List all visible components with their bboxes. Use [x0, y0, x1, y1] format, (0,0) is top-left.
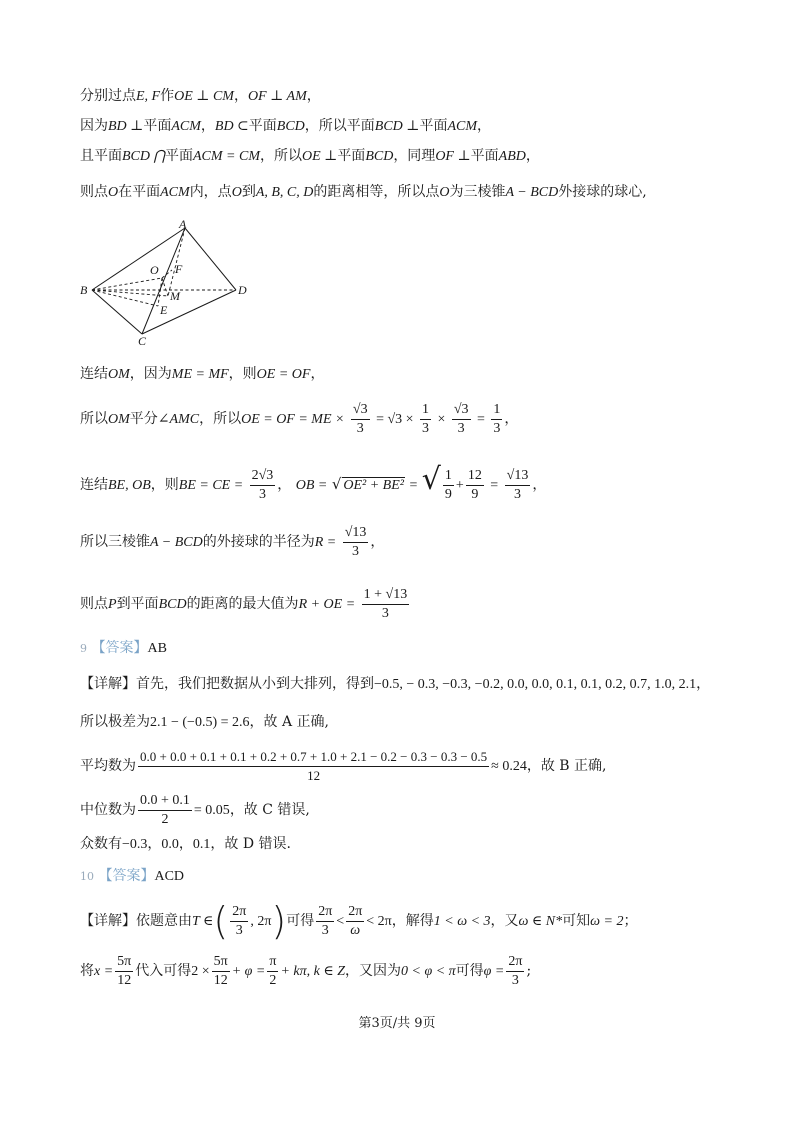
text: 平均数为: [80, 758, 136, 774]
text: 平面: [164, 148, 193, 164]
range-line: [80, 712, 329, 733]
text-line-4: [80, 182, 647, 203]
fraction: $\frac{√3}{3}$: [453, 401, 469, 436]
math: E, F: [136, 89, 161, 104]
question-number: 9: [80, 642, 87, 655]
fraction: $\frac{1 + √13}{3}$: [363, 586, 408, 621]
text: ，则: [228, 366, 257, 382]
text: 平分: [129, 411, 158, 427]
math: BE, OB: [108, 478, 151, 493]
segment-om: [162, 278, 168, 296]
tetrahedron-diagram: [78, 218, 268, 346]
math: P: [108, 597, 117, 612]
text: 的距离的最大值为: [186, 596, 299, 612]
text: 所以极差为: [80, 714, 150, 730]
text: ，所以: [259, 148, 302, 164]
text: 平面: [470, 148, 499, 164]
text: ，又: [490, 913, 519, 929]
text: ，: [178, 836, 193, 852]
math: OE = OF = ME ×: [241, 412, 345, 427]
question-number: 10: [80, 870, 94, 883]
answer-value: ACD: [154, 869, 185, 884]
paren-open: (: [213, 899, 229, 943]
math: , 2π: [250, 914, 272, 929]
math: BCD: [365, 149, 394, 164]
label-c: C: [138, 334, 147, 346]
math: O: [231, 185, 242, 200]
text: ；: [623, 913, 638, 929]
text: 因为: [80, 118, 108, 134]
math: OE² + BE²: [343, 478, 404, 493]
text: ，: [477, 118, 492, 134]
text: 且平面: [80, 148, 122, 164]
math: −0.3: [122, 837, 148, 852]
math: A − BCD: [150, 535, 203, 550]
median-line: [80, 790, 310, 831]
math: 2.1 − (−0.5) = 2.6: [150, 715, 250, 730]
text: 内，点: [189, 184, 232, 200]
text: ，: [696, 676, 711, 692]
edge-ac: [142, 228, 185, 334]
math: BCD ⊥: [374, 119, 420, 134]
math: +: [455, 478, 464, 493]
math: OM: [108, 367, 130, 382]
detail-9: [80, 674, 710, 695]
text: 将: [80, 963, 94, 979]
fraction: $\frac{2\pi}{3}$: [508, 953, 523, 988]
text: ，: [310, 366, 325, 382]
sqrt-sign: √: [331, 475, 342, 493]
fraction: $\frac{2\pi}{\omega}$: [348, 903, 363, 938]
answer-9: [80, 638, 167, 659]
answer-value: AB: [147, 641, 167, 656]
fraction: $\frac{2\pi}{3}$: [318, 903, 333, 938]
math: OF ⊥ AM: [247, 89, 307, 104]
math: ACM: [447, 119, 478, 134]
text-line-1: [80, 86, 321, 107]
math: OM: [108, 412, 130, 427]
paren-close: ): [271, 899, 287, 943]
sqrt-sign: √: [421, 462, 441, 497]
math: A − BCD: [505, 185, 559, 200]
answer-tag: 【答案】: [91, 640, 148, 656]
math: ME = MF: [171, 367, 229, 382]
text: ，故 C 错误,: [229, 802, 310, 818]
fraction: $\frac{2√3}{3}$: [251, 467, 274, 502]
math: OF ⊥: [435, 149, 471, 164]
math: O: [108, 185, 119, 200]
math: 0.0: [161, 837, 179, 852]
text: ，故 A 正确,: [249, 714, 329, 730]
mean-line: [80, 746, 606, 787]
text-line-5: [80, 364, 324, 385]
text: 为三棱锥: [449, 184, 506, 200]
math: OB =: [295, 478, 328, 493]
edge-cd: [142, 290, 236, 334]
math: x =: [94, 964, 114, 979]
text: 平面: [248, 118, 277, 134]
math: ACM: [171, 119, 201, 134]
text: 的距离相等，所以点: [313, 184, 440, 200]
fraction: 0.0 + 0.0 + 0.1 + 0.1 + 0.2 + 0.7 + 1.0 + 2.1 − 0.2 − 0.3 − 0.3 − 0.5 12: [140, 748, 488, 783]
fraction: $\frac{5\pi}{12}$: [213, 953, 228, 988]
text: 可知: [562, 913, 591, 929]
text: ，: [525, 148, 540, 164]
math: OE = OF: [256, 367, 311, 382]
fraction: $\frac{1}{9}$: [444, 467, 452, 502]
math: =: [476, 412, 485, 427]
text: 平面: [143, 118, 172, 134]
label-o: O: [150, 263, 159, 277]
text: 连结: [80, 477, 108, 493]
text: 到: [241, 184, 256, 200]
fraction: $\frac{0.0 + 0.1}{2}$: [140, 792, 190, 827]
fraction: $\frac{√3}{3}$: [352, 401, 368, 436]
math: OE ⊥ CM: [174, 89, 234, 104]
fraction: $\frac{\pi}{2}$: [269, 953, 277, 988]
label-m: M: [170, 289, 180, 303]
text: ，: [233, 88, 248, 104]
math: 0 < φ < π: [401, 964, 456, 979]
text: ;: [526, 963, 532, 979]
math: BCD: [158, 597, 187, 612]
answer-tag: 【答案】: [98, 868, 155, 884]
text: 中位数为: [80, 802, 136, 818]
text: ，: [532, 477, 547, 493]
detail-10b: [80, 950, 531, 993]
math: < 2π: [366, 914, 392, 929]
text: ，: [370, 534, 385, 550]
math: ×: [437, 412, 446, 427]
math: =: [409, 478, 418, 493]
label-e: E: [160, 303, 168, 317]
math: O: [439, 185, 450, 200]
math: ABD: [498, 149, 526, 164]
fraction: $\frac{12}{9}$: [467, 467, 482, 502]
math: = 0.05: [193, 803, 230, 818]
edge-ab: [92, 228, 185, 290]
fraction: $\frac{1}{3}$: [493, 401, 501, 436]
text: ，因为: [129, 366, 172, 382]
text: 【详解】首先，我们把数据从小到大排列，得到: [80, 676, 374, 692]
text-line-8: [80, 522, 384, 563]
text: 分别过点: [80, 88, 136, 104]
text-line-6: [80, 399, 518, 440]
fraction: $\frac{2\pi}{3}$: [232, 903, 247, 938]
math: ACM = CM: [192, 149, 260, 164]
edge-bc: [92, 290, 142, 334]
text: ，: [277, 477, 292, 493]
math: A, B, C, D: [255, 185, 314, 200]
text: 作: [160, 88, 175, 104]
math: BD ⊂: [214, 119, 249, 134]
label-f: F: [175, 262, 183, 276]
text: 所以: [80, 411, 108, 427]
detail-10: [80, 898, 637, 945]
text: ，故 B 正确,: [526, 758, 607, 774]
math: T ∈: [192, 914, 214, 929]
math: 0.1: [192, 837, 211, 852]
mode-line: [80, 834, 291, 855]
text: 可得: [286, 913, 315, 929]
math: + φ =: [231, 964, 266, 979]
math: =: [490, 478, 499, 493]
text: 则点: [80, 596, 108, 612]
text: 平面: [419, 118, 448, 134]
fraction: $\frac{1}{3}$: [422, 401, 429, 436]
math: OE ⊥: [301, 149, 338, 164]
segment-bo: [92, 278, 162, 290]
text: ，又因为: [345, 963, 401, 979]
math: φ =: [483, 964, 505, 979]
math: 2 ×: [191, 964, 210, 979]
math: ω ∈ N*: [518, 914, 563, 929]
text: 的外接球的半径为: [202, 534, 315, 550]
text: ，所以: [199, 411, 242, 427]
math: ∠AMC: [157, 412, 200, 427]
text: 在平面: [118, 184, 161, 200]
math: ≈ 0.24: [491, 759, 527, 774]
math: <: [336, 914, 345, 929]
text: ，则: [150, 477, 179, 493]
text: ，: [147, 836, 162, 852]
math: + kπ, k ∈ Z: [280, 964, 345, 979]
text: 外接球的球心,: [558, 184, 647, 200]
math: 1 < ω < 3: [433, 914, 491, 929]
math: = √3 ×: [376, 412, 414, 427]
fraction: $\frac{√13}{3}$: [506, 467, 529, 502]
text: ，: [504, 411, 519, 427]
text: ，: [200, 118, 215, 134]
math: BCD: [276, 119, 305, 134]
text: 【详解】依题意由: [80, 913, 192, 929]
text: 众数有: [80, 836, 122, 852]
text: ，所以平面: [304, 118, 375, 134]
text: ，故 D 错误.: [210, 836, 291, 852]
fraction: $\frac{√13}{3}$: [344, 524, 367, 559]
label-d: D: [238, 283, 247, 297]
math: R =: [314, 535, 337, 550]
text: 所以三棱锥: [80, 534, 150, 550]
math: BCD ⋂: [122, 149, 165, 164]
text-line-2: [80, 116, 491, 137]
text: 平面: [337, 148, 366, 164]
text: ，同理: [393, 148, 436, 164]
answer-10: [80, 866, 184, 887]
fraction: $\frac{5\pi}{12}$: [117, 953, 132, 988]
label-a: A: [179, 218, 187, 231]
text: 可得: [455, 963, 484, 979]
math: ACM: [160, 185, 190, 200]
math: R + OE =: [298, 597, 356, 612]
text-line-3: [80, 146, 540, 167]
text: 连结: [80, 366, 108, 382]
math: BD ⊥: [108, 119, 144, 134]
edge-ad: [185, 228, 236, 290]
text: ，: [306, 88, 321, 104]
text: 代入可得: [135, 963, 192, 979]
label-b: B: [80, 283, 88, 297]
text-line-7: [80, 460, 546, 506]
text: ，解得: [391, 913, 434, 929]
math: BE = CE =: [178, 478, 244, 493]
text-line-9: [80, 584, 411, 625]
text: 到平面: [116, 596, 159, 612]
math: ω = 2: [590, 914, 624, 929]
page-footer: 第3页/共 9页: [358, 1016, 436, 1031]
text: 则点: [80, 184, 108, 200]
math: −0.5, − 0.3, −0.3, −0.2, 0.0, 0.0, 0.1, 0.1, 0.2, 0.7, 1.0, 2.1: [374, 677, 697, 692]
